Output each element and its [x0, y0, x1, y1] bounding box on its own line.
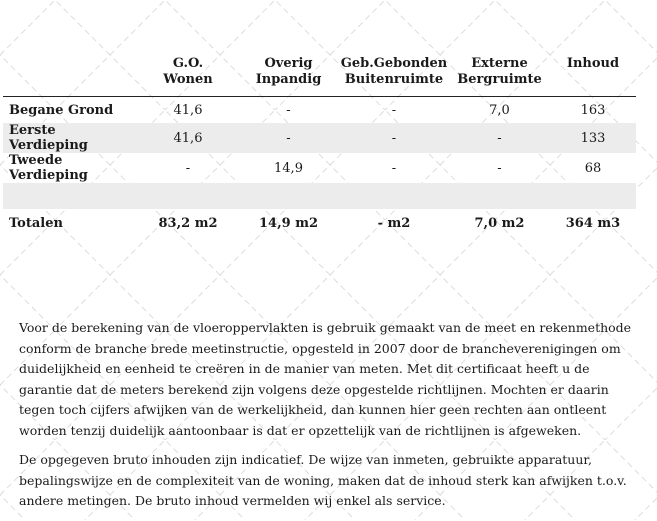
header-label [3, 56, 138, 97]
cell-overig-inpandig: - [238, 97, 339, 124]
total-inhoud: 364 m3 [565, 215, 621, 231]
cell-overig-inpandig: - [238, 123, 339, 153]
row-label: Tweede Verdieping [9, 153, 88, 183]
cell-inhoud: 133 [550, 123, 636, 153]
spacer-cell [339, 183, 449, 209]
cell-go-wonen: 41,6 [138, 123, 238, 153]
notes-paragraph-measurement: Voor de berekening van de vloeroppervlakten is gebruik gemaakt van de meet en rekenmethode conform de branche brede meetinstructie, opgesteld in 2007 door de brancheverenigingen om duidelijkheid en eenheid te creëren in de manier van meten. Met dit certificaat heeft u de garantie dat de meters berekend zijn volgens deze opgestelde richtlijnen. Mochten er daarin tegen toch cijfers afwijken van de werkelijkheid, dan kunnen hier geen rechten aan ontleent worden tenzij duidelijk aantoonbaar is dat er opzettelijk van de richtlijnen is afgeweken. [19, 320, 632, 438]
header-overig-inpandig-text: Overig Inpandig [255, 56, 322, 87]
spacer-cell [238, 183, 339, 209]
table-spacer-row [3, 183, 636, 209]
cell-bergruimte: - [497, 160, 502, 176]
cell-bergruimte: 7,0 [449, 97, 550, 124]
header-go-wonen-text: G.O. Wonen [163, 56, 213, 87]
cell-go-wonen: - [185, 160, 191, 176]
cell-bergruimte: - [449, 123, 550, 153]
header-go-wonen [138, 56, 238, 97]
total-buitenruimte: - m2 [377, 215, 411, 231]
header-overig-inpandig [238, 56, 339, 97]
totals-row [3, 209, 636, 237]
area-table [3, 56, 636, 237]
header-buitenruimte-text: Geb.Gebonden Buitenruimte [340, 56, 448, 87]
total-go-wonen: 83,2 m2 [158, 215, 218, 231]
header-inhoud [550, 56, 636, 97]
spacer-cell [449, 183, 550, 209]
table-header-row [3, 56, 636, 97]
notes-paragraph-volume: De opgegeven bruto inhouden zijn indicatief. De wijze van inmeten, gebruikte apparatuur, bepalingswijze en de complexiteit van de woning, maken dat de inhoud sterk kan afwijken t.o.v. andere metingen. De bruto inhoud vermelden wij enkel als service. [19, 452, 627, 508]
header-inhoud-text: Inhoud [566, 56, 620, 71]
totals-label: Totalen [9, 215, 63, 231]
table-row [3, 97, 636, 124]
table-row [3, 123, 636, 153]
spacer-cell [3, 183, 138, 209]
row-label: Eerste Verdieping [3, 123, 138, 153]
cell-overig-inpandig: 14,9 [274, 160, 303, 176]
cell-buitenruimte: - [339, 123, 449, 153]
cell-go-wonen: 41,6 [138, 97, 238, 124]
spacer-cell [138, 183, 238, 209]
measurement-notes [19, 318, 639, 521]
table-row [3, 153, 636, 183]
cell-inhoud: 68 [584, 160, 602, 176]
cell-buitenruimte: - [339, 97, 449, 124]
total-overig-inpandig: 14,9 m2 [259, 215, 318, 231]
spacer-cell [550, 183, 636, 209]
header-bergruimte-text: Externe Bergruimte [457, 56, 542, 87]
cell-inhoud: 163 [550, 97, 636, 124]
header-bergruimte [449, 56, 550, 97]
row-label: Begane Grond [3, 97, 138, 124]
header-buitenruimte [339, 56, 449, 97]
cell-buitenruimte: - [391, 160, 397, 176]
total-bergruimte: 7,0 m2 [474, 215, 525, 231]
